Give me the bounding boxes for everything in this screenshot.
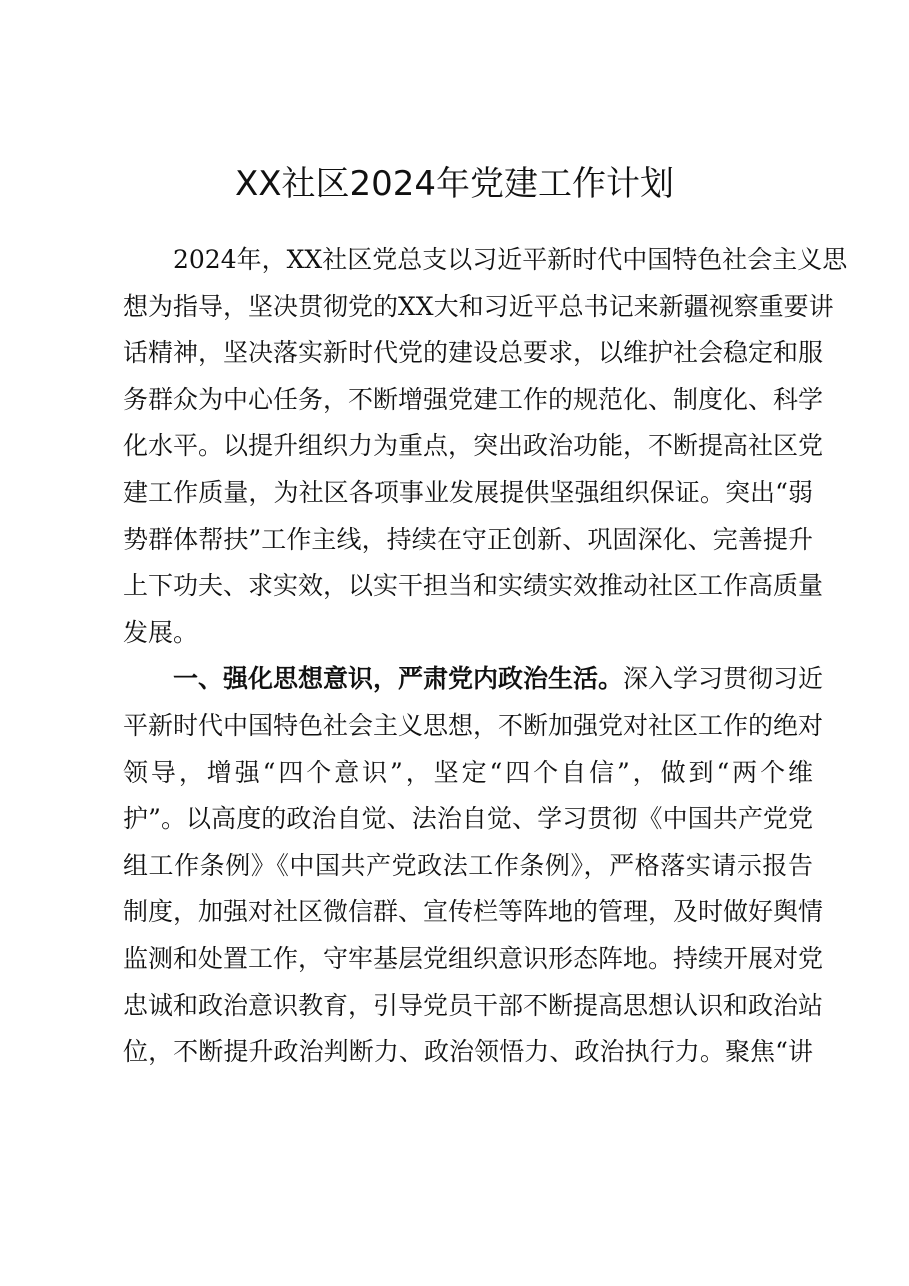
section-line: 制度，加强对社区微信群、宣传栏等阵地的管理，及时做好舆情 (123, 897, 824, 927)
section-line: 监测和处置工作，守牢基层党组织意识形态阵地。持续开展对党 (123, 943, 824, 973)
section-heading: 一、强化思想意识，严肃党内政治生活。 (173, 664, 624, 694)
paragraph-line: 2024年，XX社区党总支以习近平新时代中国特色社会主义思 (173, 245, 848, 274)
paragraph-line: 发展。 (123, 617, 199, 647)
section-line: 组工作条例》《中国共产党政法工作条例》，严格落实请示报告 (123, 850, 813, 880)
section-line: 护”。以高度的政治自觉、法治自觉、学习贯彻《中国共产党党 (123, 804, 813, 834)
section-line: 忠诚和政治意识教育，引导党员干部不断提高思想认识和政治站 (123, 990, 824, 1020)
section-line: 平新时代中国特色社会主义思想，不断加强党对社区工作的绝对 (123, 710, 824, 740)
paragraph-line: 想为指导，坚决贯彻党的XX大和习近平总书记来新疆视察重要讲 (123, 291, 834, 321)
paragraph-line: 化水平。以提升组织力为重点，突出政治功能，不断提高社区党 (123, 431, 824, 461)
paragraph-line: 务群众为中心任务，不断增强党建工作的规范化、制度化、科学 (123, 384, 824, 414)
section-line: 位，不断提升政治判断力、政治领悟力、政治执行力。聚焦“讲 (123, 1037, 813, 1067)
paragraph-line: 上下功夫、求实效，以实干担当和实绩实效推动社区工作高质量 (123, 571, 824, 601)
section-first-line (123, 656, 824, 703)
section-line-rest: 深入学习贯彻习近 (623, 664, 824, 694)
paragraph-line: 话精神，坚决落实新时代党的建设总要求，以维护社会稳定和服 (123, 338, 824, 368)
paragraph-line: 建工作质量，为社区各项事业发展提供坚强组织保证。突出“弱 (123, 477, 813, 507)
section-line: 领导，增强“四个意识”，坚定“四个自信”，做到“两个维 (123, 757, 813, 787)
document-title: XX社区2024年党建工作计划 (234, 164, 675, 204)
document-body (123, 237, 848, 1076)
paragraph-line: 势群体帮扶”工作主线，持续在守正创新、巩固深化、完善提升 (123, 524, 813, 554)
